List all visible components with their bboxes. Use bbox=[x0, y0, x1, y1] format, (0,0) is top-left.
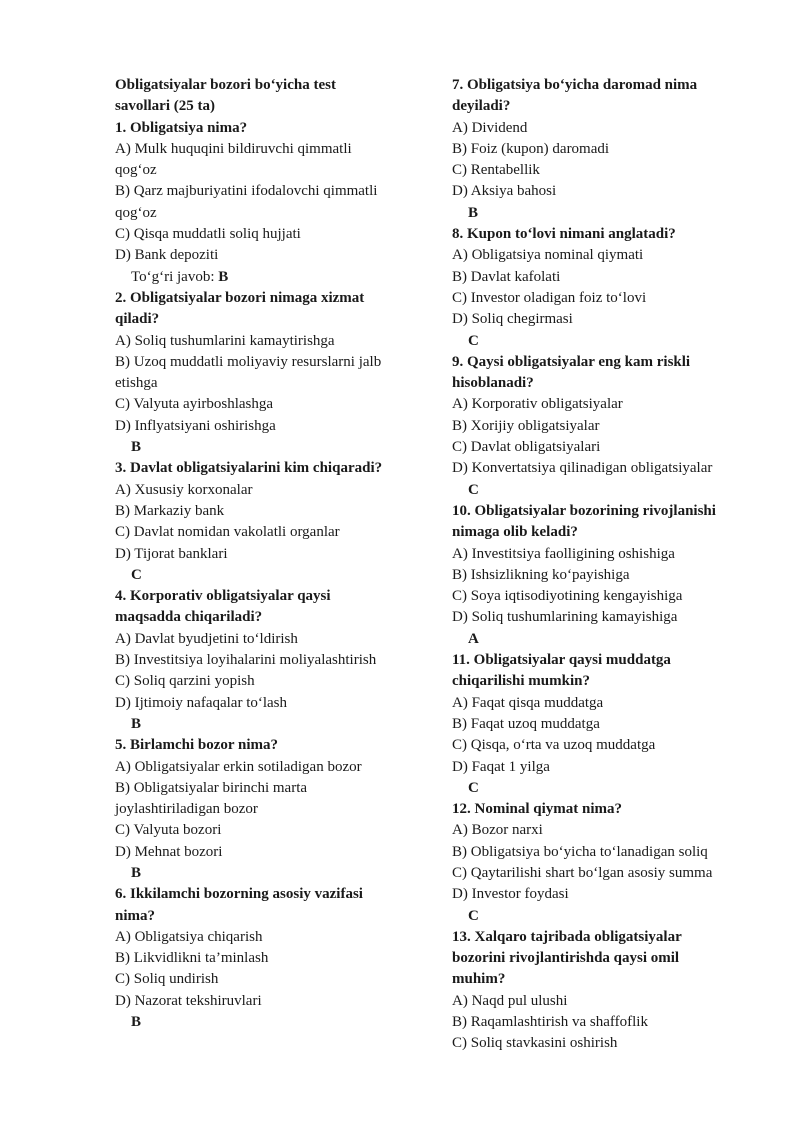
option-6b: B) Likvidlikni ta’minlash bbox=[115, 950, 269, 967]
option-9b: B) Xorijiy obligatsiyalar bbox=[452, 417, 600, 434]
answer-2: B bbox=[131, 439, 142, 456]
option-5d: D) Mehnat bozori bbox=[115, 843, 223, 860]
answer-1-value: B bbox=[218, 268, 229, 285]
document-title: Obligatsiyalar bozori bo‘yicha test bbox=[115, 77, 336, 93]
option-6d: D) Nazorat tekshiruvlari bbox=[115, 992, 262, 1009]
option-7b: B) Foiz (kupon) daromadi bbox=[452, 140, 610, 157]
option-4d: D) Ijtimoiy nafaqalar to‘lash bbox=[115, 694, 288, 711]
option-9a: A) Korporativ obligatsiyalar bbox=[452, 396, 623, 413]
question-9: 9. Qaysi obligatsiyalar eng kam riskli bbox=[452, 353, 691, 370]
question-8: 8. Kupon to‘lovi nimani anglatadi? bbox=[452, 226, 676, 243]
option-1d: D) Bank depoziti bbox=[115, 247, 219, 264]
document-title-cont: savollari (25 ta) bbox=[115, 98, 215, 115]
option-10b: B) Ishsizlikning ko‘payishiga bbox=[452, 566, 630, 583]
question-11-cont: chiqarilishi mumkin? bbox=[452, 673, 590, 690]
option-3c: C) Davlat nomidan vakolatli organlar bbox=[115, 524, 340, 541]
question-2-cont: qiladi? bbox=[115, 311, 160, 328]
option-13c: C) Soliq stavkasini oshirish bbox=[452, 1035, 618, 1052]
question-9-cont: hisoblanadi? bbox=[452, 375, 534, 392]
option-11c: C) Qisqa, o‘rta va uzoq muddatga bbox=[452, 737, 656, 754]
option-8d: D) Soliq chegirmasi bbox=[452, 311, 573, 328]
option-3d: D) Tijorat banklari bbox=[115, 545, 228, 562]
option-1b-cont: qog‘oz bbox=[115, 204, 157, 221]
option-9c: C) Davlat obligatsiyalari bbox=[452, 439, 601, 456]
option-13a: A) Naqd pul ulushi bbox=[452, 992, 568, 1009]
question-10-cont: nimaga olib keladi? bbox=[452, 524, 578, 541]
question-13-cont2: muhim? bbox=[452, 971, 506, 988]
question-13: 13. Xalqaro tajribada obligatsiyalar bbox=[452, 928, 682, 945]
option-3a: A) Xususiy korxonalar bbox=[115, 481, 253, 498]
option-9d: D) Konvertatsiya qilinadigan obligatsiyalar bbox=[452, 460, 713, 477]
option-4a: A) Davlat byudjetini to‘ldirish bbox=[115, 630, 298, 647]
answer-7: B bbox=[468, 204, 479, 221]
question-5: 5. Birlamchi bozor nima? bbox=[115, 737, 279, 754]
question-1: 1. Obligatsiya nima? bbox=[115, 119, 248, 136]
question-7-cont: deyiladi? bbox=[452, 98, 511, 115]
option-1a-cont: qog‘oz bbox=[115, 162, 157, 179]
option-12b: B) Obligatsiya bo‘yicha to‘lanadigan soliq bbox=[452, 843, 708, 860]
option-5c: C) Valyuta bozori bbox=[115, 822, 222, 839]
option-1b: B) Qarz majburiyatini ifodalovchi qimmatli bbox=[115, 183, 378, 200]
option-5b-cont: joylashtiriladigan bozor bbox=[115, 801, 258, 818]
question-11: 11. Obligatsiyalar qaysi muddatga bbox=[452, 652, 671, 669]
answer-9: C bbox=[468, 481, 479, 498]
option-1a: A) Mulk huquqini bildiruvchi qimmatli bbox=[115, 140, 352, 157]
answer-1 bbox=[115, 267, 415, 288]
option-11d: D) Faqat 1 yilga bbox=[452, 758, 550, 775]
option-1c: C) Qisqa muddatli soliq hujjati bbox=[115, 226, 301, 243]
question-3: 3. Davlat obligatsiyalarini kim chiqaradi? bbox=[115, 460, 383, 477]
right-column bbox=[452, 75, 752, 1055]
option-13b: B) Raqamlashtirish va shaffoflik bbox=[452, 1014, 648, 1031]
option-11a: A) Faqat qisqa muddatga bbox=[452, 694, 604, 711]
option-8b: B) Davlat kafolati bbox=[452, 268, 561, 285]
option-5a: A) Obligatsiyalar erkin sotiladigan bozor bbox=[115, 758, 362, 775]
answer-12: C bbox=[468, 907, 479, 924]
question-4-cont: maqsadda chiqariladi? bbox=[115, 609, 263, 626]
option-2c: C) Valyuta ayirboshlashga bbox=[115, 396, 274, 413]
question-4: 4. Korporativ obligatsiyalar qaysi bbox=[115, 588, 331, 605]
option-7c: C) Rentabellik bbox=[452, 162, 540, 179]
answer-3: C bbox=[131, 566, 142, 583]
option-2b-cont: etishga bbox=[115, 375, 158, 392]
question-6-cont: nima? bbox=[115, 907, 156, 924]
option-6c: C) Soliq undirish bbox=[115, 971, 219, 988]
answer-label: To‘g‘ri javob: bbox=[131, 268, 215, 285]
option-7a: A) Dividend bbox=[452, 119, 528, 136]
answer-6: B bbox=[131, 1014, 142, 1031]
answer-8: C bbox=[468, 332, 479, 349]
question-13-cont: bozorini rivojlantirishda qaysi omil bbox=[452, 950, 680, 967]
option-8a: A) Obligatsiya nominal qiymati bbox=[452, 247, 644, 264]
question-2: 2. Obligatsiyalar bozori nimaga xizmat bbox=[115, 289, 365, 306]
answer-4: B bbox=[131, 715, 142, 732]
option-4b: B) Investitsiya loyihalarini moliyalashtirish bbox=[115, 652, 377, 669]
question-12: 12. Nominal qiymat nima? bbox=[452, 801, 623, 818]
option-10a: A) Investitsiya faolligining oshishiga bbox=[452, 545, 675, 562]
left-column bbox=[115, 75, 415, 1033]
option-10c: C) Soya iqtisodiyotining kengayishiga bbox=[452, 588, 683, 605]
option-7d: D) Aksiya bahosi bbox=[452, 183, 557, 200]
option-3b: B) Markaziy bank bbox=[115, 502, 225, 519]
option-4c: C) Soliq qarzini yopish bbox=[115, 673, 255, 690]
question-6: 6. Ikkilamchi bozorning asosiy vazifasi bbox=[115, 886, 363, 903]
option-8c: C) Investor oladigan foiz to‘lovi bbox=[452, 289, 647, 306]
option-6a: A) Obligatsiya chiqarish bbox=[115, 928, 263, 945]
option-11b: B) Faqat uzoq muddatga bbox=[452, 715, 600, 732]
option-2d: D) Inflyatsiyani oshirishga bbox=[115, 417, 276, 434]
option-2a: A) Soliq tushumlarini kamaytirishga bbox=[115, 332, 335, 349]
option-5b: B) Obligatsiyalar birinchi marta bbox=[115, 779, 308, 796]
answer-10: A bbox=[468, 630, 479, 647]
option-12d: D) Investor foydasi bbox=[452, 886, 569, 903]
answer-11: C bbox=[468, 779, 479, 796]
option-10d: D) Soliq tushumlarining kamayishiga bbox=[452, 609, 678, 626]
option-12a: A) Bozor narxi bbox=[452, 822, 543, 839]
option-12c: C) Qaytarilishi shart bo‘lgan asosiy summa bbox=[452, 864, 713, 881]
question-7: 7. Obligatsiya bo‘yicha daromad nima bbox=[452, 77, 698, 93]
answer-5: B bbox=[131, 864, 142, 881]
question-10: 10. Obligatsiyalar bozorining rivojlanishi bbox=[452, 502, 716, 519]
option-2b: B) Uzoq muddatli moliyaviy resurslarni jalb bbox=[115, 353, 382, 370]
